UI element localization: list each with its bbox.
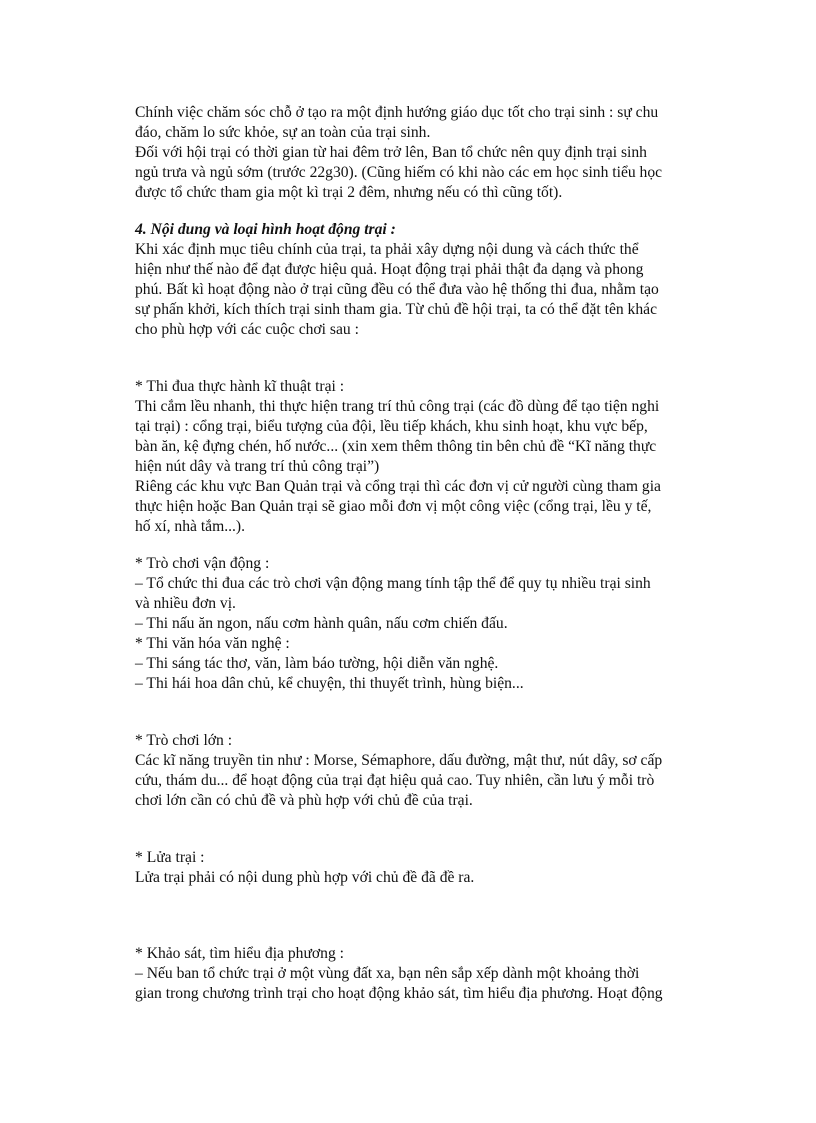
text-line: Riêng các khu vực Ban Quản trại và cổng trại thì các đơn vị cử người cùng tham gia bbox=[135, 478, 661, 495]
subheading: * Lửa trại : bbox=[135, 849, 205, 866]
text-line: hố xí, nhà tắm...). bbox=[135, 518, 246, 535]
list-item: – Nếu ban tổ chức trại ở một vùng đất xa, bạn nên sắp xếp dành một khoảng thời bbox=[135, 965, 640, 982]
text-line: hiện nút dây và trang trí thủ công trại”) bbox=[135, 458, 380, 475]
subheading: * Trò chơi vận động : bbox=[135, 555, 270, 572]
text-line: ngủ trưa và ngủ sớm (trước 22g30). (Cũng hiếm có khi nào các em học sinh tiểu học bbox=[135, 164, 663, 181]
text-line: cứu, thám du... để hoạt động của trại đạt hiệu quả cao. Tuy nhiên, cần lưu ý mỗi trò bbox=[135, 772, 655, 789]
list-item: – Thi nấu ăn ngon, nấu cơm hành quân, nấu cơm chiến đấu. bbox=[135, 615, 508, 632]
text-line: Chính việc chăm sóc chỗ ở tạo ra một định hướng giáo dục tốt cho trại sinh : sự chu bbox=[135, 104, 659, 121]
subheading: * Thi đua thực hành kĩ thuật trại : bbox=[135, 378, 345, 395]
text-line: gian trong chương trình trại cho hoạt động khảo sát, tìm hiểu địa phương. Hoạt động bbox=[135, 985, 663, 1002]
subheading: * Trò chơi lớn : bbox=[135, 732, 233, 749]
text-line: chơi lớn cần có chủ đề và phù hợp với chủ đề của trại. bbox=[135, 792, 473, 809]
text-line: tại trại) : cổng trại, biểu tượng của đội, lều tiếp khách, khu sinh hoạt, khu vực bếp, bbox=[135, 418, 648, 435]
text-line: cho phù hợp với các cuộc chơi sau : bbox=[135, 321, 359, 338]
text-line: phú. Bất kì hoạt động nào ở trại cũng đều có thể đưa vào hệ thống thi đua, nhằm tạo bbox=[135, 281, 659, 298]
text-line: Các kĩ năng truyền tin như : Morse, Sémaphore, dấu đường, mật thư, nút dây, sơ cấp bbox=[135, 752, 663, 769]
text-line: thực hiện hoặc Ban Quản trại sẽ giao mỗi đơn vị một công việc (cổng trại, lều y tế, bbox=[135, 498, 652, 515]
text-line: Đối với hội trại có thời gian từ hai đêm trở lên, Ban tổ chức nên quy định trại sinh bbox=[135, 144, 647, 161]
text-line: Khi xác định mục tiêu chính của trại, ta phải xây dựng nội dung và cách thức thể bbox=[135, 241, 639, 258]
list-item: – Tổ chức thi đua các trò chơi vận động mang tính tập thể để quy tụ nhiều trại sinh bbox=[135, 575, 651, 592]
list-item: – Thi hái hoa dân chủ, kể chuyện, thi thuyết trình, hùng biện... bbox=[135, 675, 524, 692]
text-line: Lửa trại phải có nội dung phù hợp với chủ đề đã đề ra. bbox=[135, 869, 475, 886]
text-line: Thi cắm lều nhanh, thi thực hiện trang trí thủ công trại (các đồ dùng để tạo tiện nghi bbox=[135, 398, 660, 415]
text-line: hiện như thế nào để đạt được hiệu quả. Hoạt động trại phải thật đa dạng và phong bbox=[135, 261, 644, 278]
list-item: – Thi sáng tác thơ, văn, làm báo tường, hội diễn văn nghệ. bbox=[135, 655, 499, 672]
text-line: đáo, chăm lo sức khỏe, sự an toàn của trại sinh. bbox=[135, 124, 431, 141]
subheading: * Khảo sát, tìm hiểu địa phương : bbox=[135, 945, 344, 962]
section-heading: 4. Nội dung và loại hình hoạt động trại : bbox=[135, 221, 396, 238]
text-line: bàn ăn, kệ đựng chén, hố nước... (xin xem thêm thông tin bên chủ đề “Kĩ năng thực bbox=[135, 438, 657, 455]
text-line: và nhiều đơn vị. bbox=[135, 595, 236, 612]
subheading: * Thi văn hóa văn nghệ : bbox=[135, 635, 290, 652]
text-line: được tổ chức tham gia một kì trại 2 đêm, nhưng nếu có thì cũng tốt). bbox=[135, 184, 563, 201]
text-line: sự phấn khởi, kích thích trại sinh tham gia. Từ chủ đề hội trại, ta có thể đặt tên khác bbox=[135, 301, 657, 318]
